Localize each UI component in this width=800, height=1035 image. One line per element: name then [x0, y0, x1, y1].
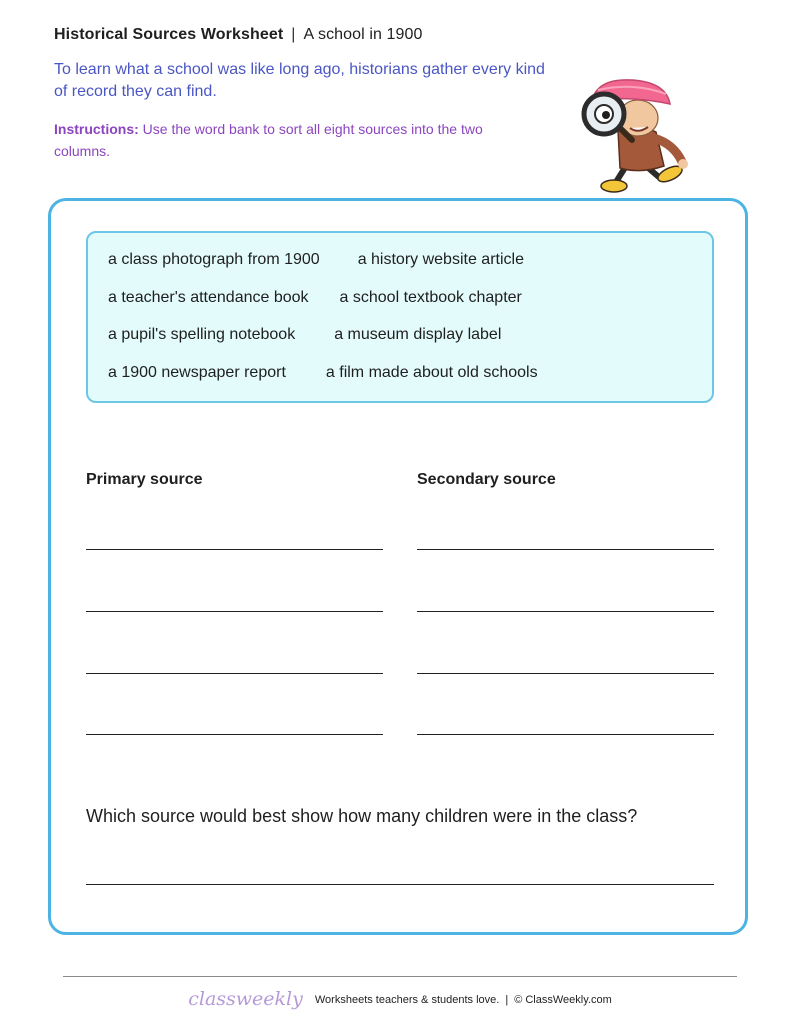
secondary-answer-line[interactable]	[417, 734, 714, 735]
instructions	[54, 118, 524, 162]
instructions-text: Use the word bank to sort all eight sources into the two columns.	[54, 121, 483, 159]
primary-answer-line[interactable]	[86, 673, 383, 674]
word-bank-row	[108, 364, 538, 382]
worksheet-header	[54, 26, 423, 44]
secondary-answer-line[interactable]	[417, 673, 714, 674]
title-separator: |	[291, 26, 296, 43]
word-bank-item: a school textbook chapter	[339, 289, 522, 306]
footer-divider	[63, 976, 737, 977]
worksheet-subtitle: A school in 1900	[303, 26, 423, 43]
secondary-source-heading: Secondary source	[417, 471, 556, 488]
footer-tagline: Worksheets teachers & students love.	[314, 994, 500, 1006]
question-text: Which source would best show how many children were in the class?	[86, 806, 638, 826]
footer-separator: |	[505, 994, 509, 1006]
word-bank-item: a teacher's attendance book	[108, 289, 309, 306]
footer	[0, 988, 800, 1010]
word-bank-item: a museum display label	[334, 326, 502, 343]
brand-logo: classweekly	[188, 988, 303, 1010]
secondary-answer-line[interactable]	[417, 611, 714, 612]
primary-source-heading: Primary source	[86, 471, 203, 488]
primary-answer-line[interactable]	[86, 734, 383, 735]
primary-answer-line[interactable]	[86, 549, 383, 550]
word-bank-item: a class photograph from 1900	[108, 251, 320, 268]
word-bank-item: a 1900 newspaper report	[108, 364, 286, 381]
intro-text: To learn what a school was like long ago, historians gather every kind of record they can find.	[54, 61, 545, 100]
word-bank-row	[108, 289, 522, 307]
question-answer-line[interactable]	[86, 884, 714, 885]
word-bank-row	[108, 251, 524, 269]
mascot-left-shoe	[601, 180, 627, 192]
footer-copyright: © ClassWeekly.com	[514, 994, 612, 1006]
word-bank-item: a pupil's spelling notebook	[108, 326, 296, 343]
detective-with-magnifying-glass-icon	[574, 74, 696, 198]
primary-answer-line[interactable]	[86, 611, 383, 612]
word-bank-item: a film made about old schools	[325, 364, 538, 381]
instructions-label: Instructions:	[54, 121, 139, 137]
worksheet-title: Historical Sources Worksheet	[54, 26, 284, 43]
word-bank	[86, 231, 714, 403]
mascot-hand	[678, 159, 688, 169]
word-bank-row	[108, 326, 501, 344]
secondary-answer-line[interactable]	[417, 549, 714, 550]
magnified-pupil	[602, 111, 610, 119]
word-bank-item: a history website article	[357, 251, 524, 268]
